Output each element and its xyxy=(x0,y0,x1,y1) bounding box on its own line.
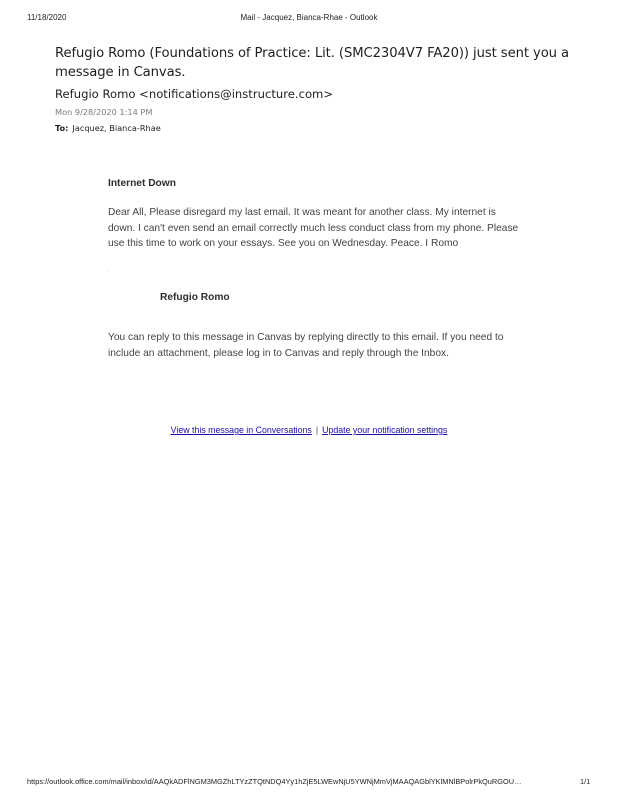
print-url: https://outlook.office.com/mail/inbox/id/AAQkADFlNGM3MGZhLTYzZTQtNDQ4Yy1hZjE5LWEwNjU5YWNjMmVjMAAQAGblYKlMNlBPolrPkQuRGOU… xyxy=(27,777,522,786)
to-label: To: xyxy=(55,123,69,133)
print-title: Mail - Jacquez, Bianca-Rhae - Outlook xyxy=(240,13,378,22)
message-body: Dear All, Please disregard my last email. It was meant for another class. My internet is down. I can't even send an email correctly much less conduct class from my phone. Please use this time to work on your essays. See you on Wednesday. Peace. I Romo xyxy=(108,207,519,249)
message-heading: Internet Down xyxy=(108,178,176,189)
email-subject: Refugio Romo (Foundations of Practice: Lit. (SMC2304V7 FA20)) just sent you a message in Canvas. xyxy=(55,46,570,80)
print-page-number: 1/1 xyxy=(580,777,591,786)
footer-links xyxy=(0,425,618,435)
view-conversation-link[interactable]: View this message in Conversations xyxy=(170,425,312,435)
message-dot: . xyxy=(108,268,110,274)
to-recipient[interactable]: Jacquez, Bianca-Rhae xyxy=(72,123,161,133)
email-recipients xyxy=(55,123,161,133)
email-date: Mon 9/28/2020 1:14 PM xyxy=(55,107,153,117)
footer-separator: | xyxy=(315,425,319,435)
reply-note: You can reply to this message in Canvas by replying directly to this email. If you need to include an attachment, please log in to Canvas and reply through the Inbox. xyxy=(108,332,504,359)
email-sender[interactable]: Refugio Romo <notifications@instructure.com> xyxy=(55,87,334,101)
print-date: 11/18/2020 xyxy=(27,13,67,22)
signature-name: Refugio Romo xyxy=(160,292,230,303)
notification-settings-link[interactable]: Update your notification settings xyxy=(322,425,448,435)
